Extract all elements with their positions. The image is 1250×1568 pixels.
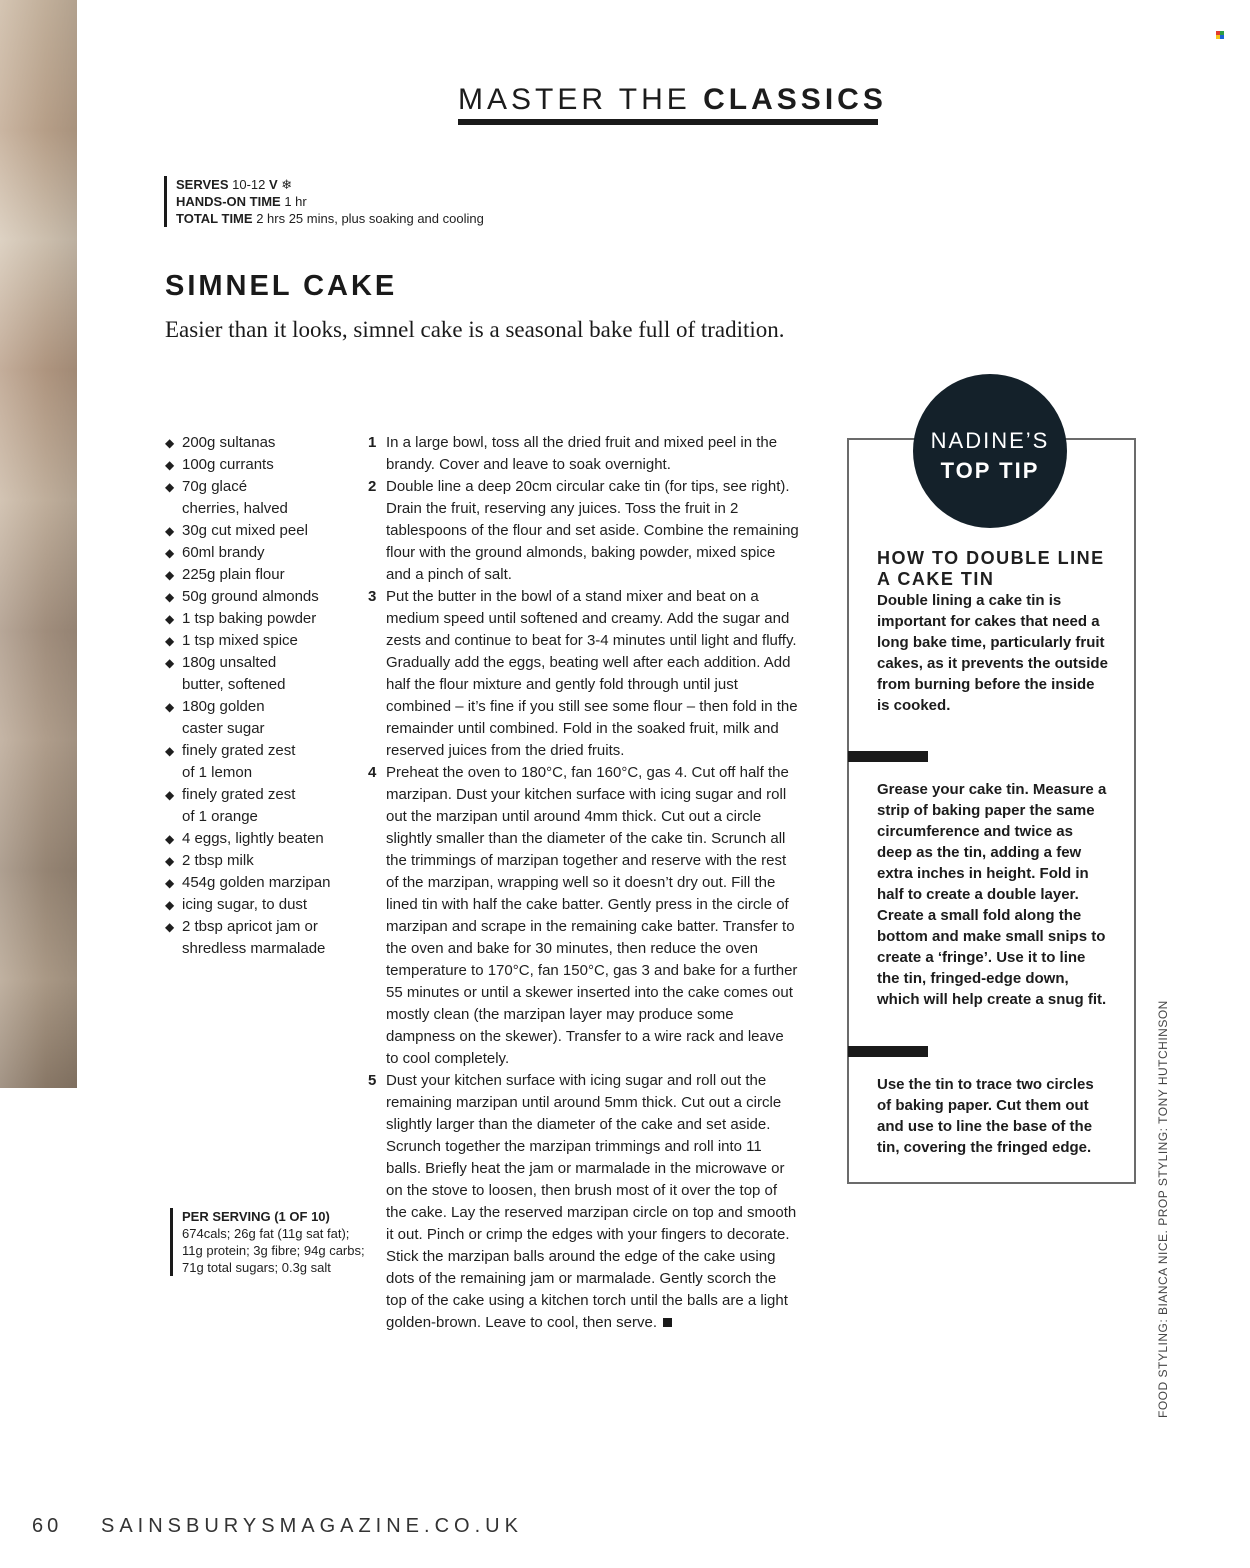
method-steps (368, 432, 800, 1334)
ingredient-item: ◆ finely grated zest of 1 lemon (165, 740, 365, 784)
recipe-intro: Easier than it looks, simnel cake is a seasonal bake full of tradition. (165, 317, 785, 342)
method-step (368, 1070, 800, 1334)
ingredient-item: ◆ 60ml brandy (165, 542, 365, 564)
ingredient-item: ◆ 2 tbsp apricot jam or shredless marmalade (165, 916, 365, 960)
step-text: Put the butter in the bowl of a stand mixer and beat on a medium speed until softened and creamy. Add the sugar and zests and continue to beat for 3-4 minutes until light and fluffy. Gradually add the eggs, beating well after each addition. Add half the flour mixture and gently fold through until just combined – it’s fine if you still see some flour – then fold in the remainder until combined. Fold in the soaked fruit, milk and reserved juices from the dried fruits. (386, 588, 798, 759)
top-tip-badge (913, 374, 1067, 528)
tip-paragraph-3: Use the tin to trace two circles of baking paper. Cut them out and use to line the base of the tin, covering the fringed edge. (877, 1076, 1094, 1156)
method-step (368, 432, 800, 476)
ingredient-item: ◆ 70g glacé cherries, halved (165, 476, 365, 520)
website-footer: SAINSBURYSMAGAZINE.CO.UK (101, 1515, 523, 1537)
step-number: 1 (368, 434, 377, 451)
ingredient-item: ◆ 100g currants (165, 454, 365, 476)
ingredient-item: ◆ 180g unsalted butter, softened (165, 652, 365, 696)
color-registration-mark (1216, 31, 1224, 39)
section-title-light: MASTER THE (458, 83, 704, 116)
ingredient-item: ◆ icing sugar, to dust (165, 894, 365, 916)
section-title-underline (458, 119, 878, 125)
ingredient-item: ◆ 4 eggs, lightly beaten (165, 828, 365, 850)
badge-line-2: TOP TIP (940, 458, 1040, 483)
step-number: 3 (368, 588, 377, 605)
photo-edge-strip (0, 0, 77, 1088)
ingredient-item: ◆ 2 tbsp milk (165, 850, 365, 872)
step-number: 5 (368, 1072, 377, 1089)
badge-line-1: NADINE’S (930, 428, 1050, 453)
page-number: 60 (32, 1515, 63, 1537)
total-time-value: 2 hrs 25 mins, plus soaking and cooling (256, 211, 484, 226)
total-time-label: TOTAL TIME (176, 211, 253, 226)
ingredient-item: ◆ finely grated zest of 1 orange (165, 784, 365, 828)
method-step (368, 476, 800, 586)
nutrition-info (170, 1208, 367, 1276)
tip-divider-2 (848, 1046, 928, 1057)
hands-on-line (176, 193, 484, 210)
ingredients-list (165, 432, 365, 960)
ingredient-item: ◆ 50g ground almonds (165, 586, 365, 608)
recipe-meta (164, 176, 484, 227)
ingredient-item: ◆ 180g golden caster sugar (165, 696, 365, 740)
end-mark-icon (663, 1318, 672, 1327)
hands-on-value: 1 hr (284, 194, 307, 209)
ingredient-item: ◆ 454g golden marzipan (165, 872, 365, 894)
recipe-title: SIMNEL CAKE (165, 270, 398, 302)
tip-heading: HOW TO DOUBLE LINE A CAKE TIN (877, 548, 1105, 589)
ingredient-item: ◆ 200g sultanas (165, 432, 365, 454)
ingredient-item: ◆ 1 tsp mixed spice (165, 630, 365, 652)
tip-divider-1 (848, 751, 928, 762)
total-time-line (176, 210, 484, 227)
nutrition-text: 674cals; 26g fat (11g sat fat); 11g protein; 3g fibre; 94g carbs; 71g total sugars; 0.3g salt (182, 1226, 365, 1275)
hands-on-label: HANDS-ON TIME (176, 194, 281, 209)
tip-paragraph-2: Grease your cake tin. Measure a strip of baking paper the same circumference and twice as deep as the tin, adding a few extra inches in height. Fold in half to create a double layer. Create a small fold along the bottom and make small snips to create a ‘fringe’. Use it to line the tin, fringed-edge down, which will help create a snug fit. (877, 781, 1107, 1008)
step-text: Double line a deep 20cm circular cake tin (for tips, see right). Drain the fruit, reserving any juices. Toss the fruit in 2 tablespoons of the flour and set aside. Combine the remaining flour with the ground almonds, baking powder, mixed spice and a pinch of salt. (386, 478, 799, 583)
serves-line (176, 176, 484, 193)
nutrition-heading: PER SERVING (1 OF 10) (182, 1209, 330, 1224)
diet-icons: V ❄ (269, 177, 293, 192)
serves-label: SERVES (176, 177, 229, 192)
section-title-bold: CLASSICS (703, 83, 887, 116)
step-number: 2 (368, 478, 377, 495)
step-text: Preheat the oven to 180°C, fan 160°C, gas 4. Cut off half the marzipan. Dust your kitchen surface with icing sugar and roll out the marzipan until around 4mm thick. Cut out a circle slightly smaller than the diameter of the cake tin. Scrunch all the trimmings of marzipan together and reserve with the rest of the marzipan, wrapping well so it doesn’t dry out. Fill the lined tin with half the cake batter. Gently press in the circle of marzipan and scrape in the remaining cake batter. Transfer to the oven and bake for 30 minutes, then reduce the oven temperature to 170°C, fan 150°C, gas 3 and bake for a further 55 minutes or until a skewer inserted into the cake comes out mostly clean (the marzipan layer may produce some dampness on the skewer). Transfer to a wire rack and leave to cool completely. (386, 764, 798, 1067)
ingredient-item: ◆ 225g plain flour (165, 564, 365, 586)
tip-paragraph-1: Double lining a cake tin is important for cakes that need a long bake time, particularly fruit cakes, as it prevents the outside from burning before the inside is cooked. (877, 592, 1108, 714)
ingredient-item: ◆ 30g cut mixed peel (165, 520, 365, 542)
step-text: In a large bowl, toss all the dried fruit and mixed peel in the brandy. Cover and leave to soak overnight. (386, 434, 778, 473)
section-title (458, 83, 887, 117)
method-step (368, 762, 800, 1070)
serves-value: 10-12 (232, 177, 266, 192)
styling-credit: FOOD STYLING: BIANCA NICE. PROP STYLING: TONY HUTCHINSON (1156, 1000, 1170, 1418)
step-text: Dust your kitchen surface with icing sugar and roll out the remaining marzipan until around 5mm thick. Cut out a circle slightly larger than the diameter of the cake and set aside. Scrunch together the marzipan trimmings and roll into 11 balls. Briefly heat the jam or marmalade in the microwave or on the stove to loosen, then brush most of it over the top of the cake. Lay the reserved marzipan circle on top and smooth it out. Pinch or crimp the edges with your fingers to decorate. Stick the marzipan balls around the edge of the cake using dots of the remaining jam or marmalade. Gently scorch the top of the cake using a kitchen torch until the balls are a light golden-brown. Leave to cool, then serve. (386, 1072, 797, 1331)
step-number: 4 (368, 764, 377, 781)
ingredient-item: ◆ 1 tsp baking powder (165, 608, 365, 630)
method-step (368, 586, 800, 762)
